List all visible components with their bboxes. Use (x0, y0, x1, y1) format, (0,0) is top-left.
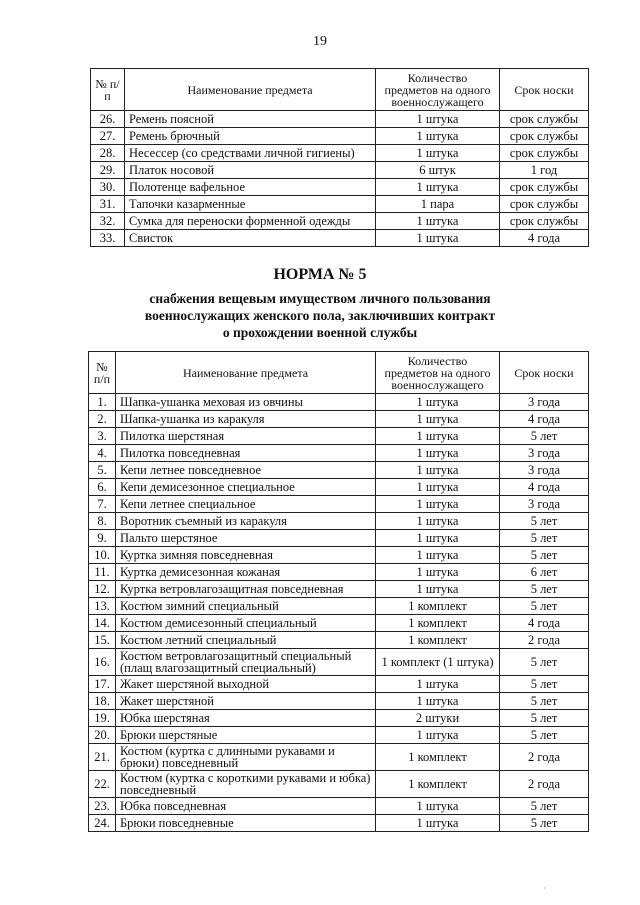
cell-name: Полотенце вафельное (125, 179, 376, 196)
cell-num: 13. (89, 598, 116, 615)
cell-num: 32. (91, 213, 125, 230)
cell-qty: 1 штука (376, 530, 500, 547)
norm-subtitle-line: снабжения вещевым имуществом личного пользования (149, 291, 491, 306)
cell-num: 19. (89, 710, 116, 727)
cell-name: Пилотка повседневная (116, 445, 376, 462)
table-row (89, 547, 589, 564)
header-term: Срок носки (500, 352, 589, 394)
cell-term: 6 лет (500, 564, 589, 581)
cell-name: Костюм демисезонный специальный (116, 615, 376, 632)
header-num: № п/п (91, 69, 125, 111)
cell-name: Костюм (куртка с длинными рукавами и брюки) повседневный (116, 744, 376, 771)
table-header-row (89, 352, 589, 394)
cell-qty: 1 штука (376, 213, 500, 230)
cell-num: 10. (89, 547, 116, 564)
cell-term: 5 лет (500, 581, 589, 598)
cell-num: 28. (91, 145, 125, 162)
cell-name: Брюки повседневные (116, 815, 376, 832)
cell-num: 26. (91, 111, 125, 128)
cell-term: срок службы (500, 196, 589, 213)
cell-qty: 1 штука (376, 411, 500, 428)
cell-name: Брюки шерстяные (116, 727, 376, 744)
cell-name: Костюм зимний специальный (116, 598, 376, 615)
cell-name: Кепи летнее специальное (116, 496, 376, 513)
cell-num: 16. (89, 649, 116, 676)
cell-term: 5 лет (500, 815, 589, 832)
header-num: № п/п (89, 352, 116, 394)
cell-name: Куртка демисезонная кожаная (116, 564, 376, 581)
cell-term: 5 лет (500, 693, 589, 710)
cell-term: 5 лет (500, 428, 589, 445)
table-row (89, 581, 589, 598)
cell-name: Шапка-ушанка меховая из овчины (116, 394, 376, 411)
cell-num: 3. (89, 428, 116, 445)
cell-qty: 1 комплект (1 штука) (376, 649, 500, 676)
table-row (89, 394, 589, 411)
cell-name: Свисток (125, 230, 376, 247)
cell-qty: 1 штука (376, 547, 500, 564)
cell-qty: 1 штука (376, 676, 500, 693)
cell-qty: 1 штука (376, 513, 500, 530)
cell-name: Юбка шерстяная (116, 710, 376, 727)
cell-term: 5 лет (500, 530, 589, 547)
cell-num: 5. (89, 462, 116, 479)
table-row (89, 411, 589, 428)
table-row (91, 145, 589, 162)
cell-name: Костюм (куртка с короткими рукавами и юбка) повседневный (116, 771, 376, 798)
cell-qty: 1 комплект (376, 632, 500, 649)
norm5-items-table (88, 351, 589, 832)
cell-term: 3 года (500, 445, 589, 462)
cell-qty: 1 штука (376, 445, 500, 462)
cell-qty: 1 штука (376, 428, 500, 445)
cell-term: срок службы (500, 213, 589, 230)
table-row (89, 462, 589, 479)
table-row (89, 615, 589, 632)
cell-name: Пилотка шерстяная (116, 428, 376, 445)
cell-term: 4 года (500, 230, 589, 247)
header-qty: Количество предметов на одного военнослужащего (376, 352, 500, 394)
cell-qty: 1 комплект (376, 598, 500, 615)
cell-name: Несессер (со средствами личной гигиены) (125, 145, 376, 162)
cell-qty: 1 комплект (376, 744, 500, 771)
cell-qty: 6 штук (376, 162, 500, 179)
cell-num: 7. (89, 496, 116, 513)
table-row (89, 513, 589, 530)
table-row (89, 798, 589, 815)
cell-num: 23. (89, 798, 116, 815)
cell-num: 27. (91, 128, 125, 145)
norm-title: НОРМА № 5 (273, 266, 367, 283)
cell-name: Пальто шерстяное (116, 530, 376, 547)
cell-name: Кепи летнее повседневное (116, 462, 376, 479)
cell-num: 2. (89, 411, 116, 428)
cell-name: Жакет шерстяной (116, 693, 376, 710)
cell-qty: 1 штука (376, 564, 500, 581)
cell-num: 17. (89, 676, 116, 693)
cell-qty: 1 штука (376, 798, 500, 815)
cell-num: 6. (89, 479, 116, 496)
cell-qty: 1 комплект (376, 615, 500, 632)
cell-name: Костюм летний специальный (116, 632, 376, 649)
cell-term: срок службы (500, 145, 589, 162)
cell-term: 5 лет (500, 649, 589, 676)
cell-qty: 1 штука (376, 693, 500, 710)
cell-num: 20. (89, 727, 116, 744)
cell-qty: 1 штука (376, 128, 500, 145)
cell-num: 4. (89, 445, 116, 462)
norm-subtitle-line: о прохождении военной службы (222, 325, 418, 340)
cell-qty: 1 штука (376, 145, 500, 162)
table-row (91, 179, 589, 196)
cell-term: 1 год (500, 162, 589, 179)
cell-name: Сумка для переноски форменной одежды (125, 213, 376, 230)
cell-name: Куртка ветровлагозащитная повседневная (116, 581, 376, 598)
table-row (89, 632, 589, 649)
cell-qty: 1 штука (376, 394, 500, 411)
cell-term: 5 лет (500, 513, 589, 530)
cell-num: 30. (91, 179, 125, 196)
header-term: Срок носки (500, 69, 589, 111)
table-row (89, 428, 589, 445)
cell-term: 4 года (500, 479, 589, 496)
cell-term: 3 года (500, 394, 589, 411)
cell-term: 5 лет (500, 727, 589, 744)
cell-term: срок службы (500, 179, 589, 196)
table-row (89, 530, 589, 547)
cell-num: 31. (91, 196, 125, 213)
table-row (89, 479, 589, 496)
cell-name: Ремень брючный (125, 128, 376, 145)
table-row (89, 727, 589, 744)
table-row (89, 564, 589, 581)
cell-num: 14. (89, 615, 116, 632)
cell-name: Юбка повседневная (116, 798, 376, 815)
table-row (91, 213, 589, 230)
cell-num: 22. (89, 771, 116, 798)
cell-name: Куртка зимняя повседневная (116, 547, 376, 564)
cell-term: срок службы (500, 128, 589, 145)
table-header-row (91, 69, 589, 111)
cell-qty: 1 штука (376, 496, 500, 513)
cell-term: 2 года (500, 771, 589, 798)
table-row (91, 162, 589, 179)
cell-term: 4 года (500, 615, 589, 632)
cell-term: 5 лет (500, 676, 589, 693)
cell-name: Ремень поясной (125, 111, 376, 128)
cell-num: 1. (89, 394, 116, 411)
table-row (89, 815, 589, 832)
cell-name: Платок носовой (125, 162, 376, 179)
table-row (89, 710, 589, 727)
table-row (89, 445, 589, 462)
cell-qty: 1 штука (376, 581, 500, 598)
cell-term: 5 лет (500, 710, 589, 727)
cell-qty: 1 штука (376, 111, 500, 128)
norm-subtitle (0, 290, 640, 341)
cell-term: 4 года (500, 411, 589, 428)
cell-name: Тапочки казарменные (125, 196, 376, 213)
items-table-continued (90, 68, 589, 247)
cell-num: 11. (89, 564, 116, 581)
cell-num: 18. (89, 693, 116, 710)
cell-term: 3 года (500, 496, 589, 513)
cell-term: срок службы (500, 111, 589, 128)
cell-name: Шапка-ушанка из каракуля (116, 411, 376, 428)
table-row (91, 128, 589, 145)
cell-term: 3 года (500, 462, 589, 479)
cell-num: 8. (89, 513, 116, 530)
table-row (89, 693, 589, 710)
cell-num: 15. (89, 632, 116, 649)
cell-qty: 1 комплект (376, 771, 500, 798)
table-row (91, 196, 589, 213)
cell-qty: 2 штуки (376, 710, 500, 727)
table-row (89, 744, 589, 771)
page-number: 19 (313, 34, 327, 49)
cell-qty: 1 штука (376, 727, 500, 744)
cell-num: 9. (89, 530, 116, 547)
cell-term: 5 лет (500, 547, 589, 564)
cell-term: 2 года (500, 744, 589, 771)
table-row (91, 230, 589, 247)
cell-name: Костюм ветровлагозащитный специальный (плащ влагозащитный специальный) (116, 649, 376, 676)
cell-num: 12. (89, 581, 116, 598)
cell-term: 2 года (500, 632, 589, 649)
cell-qty: 1 штука (376, 815, 500, 832)
table-row (89, 496, 589, 513)
cell-name: Кепи демисезонное специальное (116, 479, 376, 496)
cell-num: 21. (89, 744, 116, 771)
cell-qty: 1 штука (376, 479, 500, 496)
cell-num: 33. (91, 230, 125, 247)
cell-term: 5 лет (500, 798, 589, 815)
norm-subtitle-line: военнослужащих женского пола, заключивших контракт (144, 308, 496, 323)
page-mark: · (543, 884, 546, 893)
table-row (91, 111, 589, 128)
cell-qty: 1 штука (376, 230, 500, 247)
cell-term: 5 лет (500, 598, 589, 615)
cell-qty: 1 пара (376, 196, 500, 213)
header-name: Наименование предмета (125, 69, 376, 111)
cell-name: Жакет шерстяной выходной (116, 676, 376, 693)
table-row (89, 676, 589, 693)
header-qty: Количество предметов на одного военнослужащего (376, 69, 500, 111)
header-name: Наименование предмета (116, 352, 376, 394)
table-row (89, 771, 589, 798)
cell-qty: 1 штука (376, 179, 500, 196)
table-row (89, 598, 589, 615)
cell-name: Воротник съемный из каракуля (116, 513, 376, 530)
cell-qty: 1 штука (376, 462, 500, 479)
cell-num: 29. (91, 162, 125, 179)
table-row (89, 649, 589, 676)
cell-num: 24. (89, 815, 116, 832)
